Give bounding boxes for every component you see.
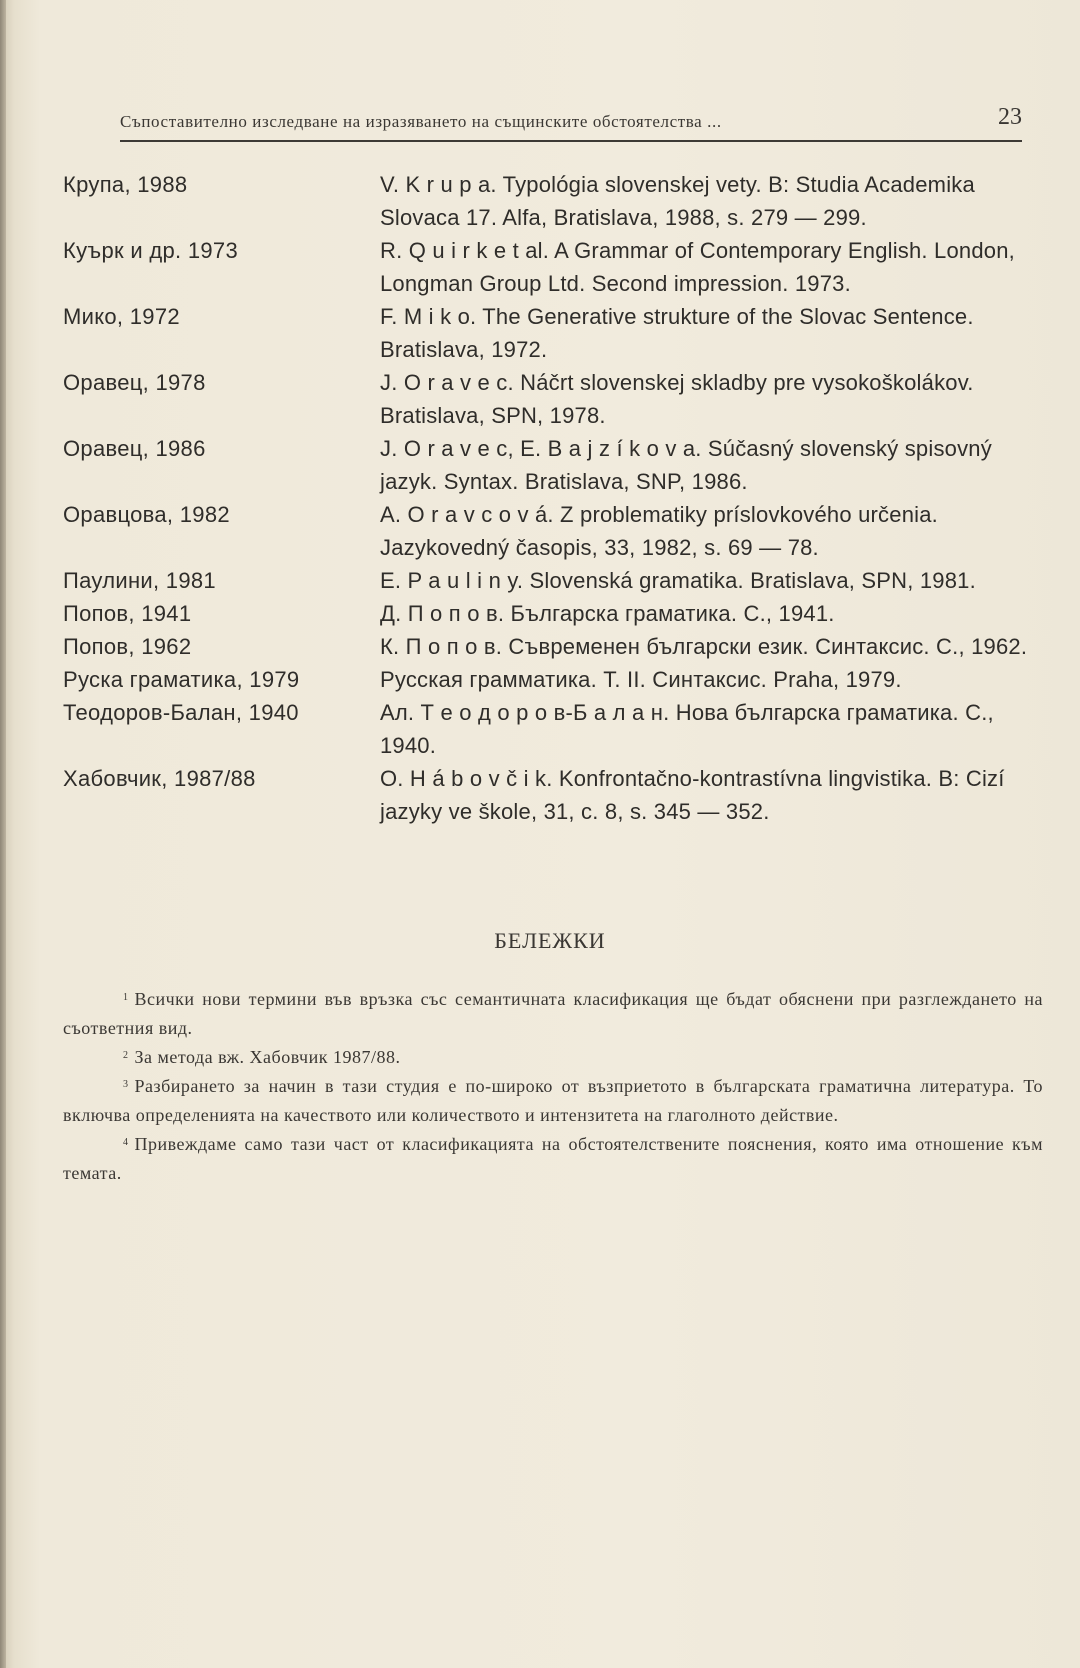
reference-author: R. Q u i r k e t al. xyxy=(380,238,550,263)
reference-text xyxy=(380,366,1048,432)
reference-entry xyxy=(63,432,1048,498)
reference-author: F. M i k o. xyxy=(380,304,477,329)
notes-heading: БЕЛЕЖКИ xyxy=(494,928,606,953)
reference-text xyxy=(380,498,1048,564)
reference-list xyxy=(63,168,1048,828)
reference-key: Руска граматика, 1979 xyxy=(63,667,300,692)
footnote-number: 1 xyxy=(123,992,129,1003)
footnote-number: 2 xyxy=(123,1050,129,1061)
reference-entry xyxy=(63,696,1048,762)
reference-key: Крупа, 1988 xyxy=(63,172,188,197)
reference-key: Хабовчик, 1987/88 xyxy=(63,766,256,791)
reference-details: Súčasný slovenský spisovný jazyk. Syntax. Bratislava, SNP, 1986. xyxy=(380,436,992,494)
reference-text xyxy=(380,663,1048,696)
reference-details: Konfrontačno-kontrastívna lingvistika. B: Cizí jazyky ve škole, 31, c. 8, s. 345 — 352. xyxy=(380,766,1005,824)
reference-details: Русская грамматика. Т. II. Синтаксис. Praha, 1979. xyxy=(380,667,902,692)
footnote xyxy=(63,1072,1043,1130)
footnote-text: За метода вж. Хабовчик 1987/88. xyxy=(134,1047,401,1067)
reference-entry xyxy=(63,630,1048,663)
footnote-number: 3 xyxy=(123,1079,129,1090)
footnote xyxy=(63,1130,1043,1188)
footnote-number: 4 xyxy=(123,1137,129,1148)
reference-author: Д. П о п о в. xyxy=(380,601,505,626)
reference-details: A Grammar of Contemporary English. London, Longman Group Ltd. Second impression. 1973. xyxy=(380,238,1015,296)
reference-entry xyxy=(63,663,1048,696)
reference-author: O. H á b o v č i k. xyxy=(380,766,553,791)
running-header xyxy=(120,104,1022,144)
reference-text xyxy=(380,432,1048,498)
reference-text xyxy=(380,234,1048,300)
reference-details: Българска граматика. С., 1941. xyxy=(504,601,835,626)
reference-text xyxy=(380,168,1048,234)
reference-entry xyxy=(63,498,1048,564)
reference-details: Slovenská gramatika. Bratislava, SPN, 1981. xyxy=(523,568,976,593)
reference-entry xyxy=(63,366,1048,432)
reference-text xyxy=(380,300,1048,366)
reference-key: Куърк и др. 1973 xyxy=(63,238,238,263)
header-rule xyxy=(120,140,1022,142)
page-number: 23 xyxy=(998,104,1022,130)
reference-author: J. O r a v e c. xyxy=(380,370,514,395)
reference-author: J. O r a v e c, E. B a j z í k o v a. xyxy=(380,436,702,461)
reference-key: Теодоров-Балан, 1940 xyxy=(63,700,299,725)
footnote xyxy=(63,985,1043,1043)
reference-entry xyxy=(63,234,1048,300)
reference-entry xyxy=(63,762,1048,828)
reference-author: Ал. Т е о д о р о в-Б а л а н. xyxy=(380,700,670,725)
reference-entry xyxy=(63,564,1048,597)
reference-key: Оравец, 1986 xyxy=(63,436,206,461)
reference-author: A. O r a v c o v á. xyxy=(380,502,554,527)
header-title: Съпоставително изследване на изразяването на същинските обстоятелства ... xyxy=(120,112,722,131)
reference-author: V. K r u p a. xyxy=(380,172,497,197)
reference-key: Оравцова, 1982 xyxy=(63,502,230,527)
book-spine-edge xyxy=(0,0,6,1668)
reference-details: Нова българска граматика. С., 1940. xyxy=(380,700,994,758)
reference-details: Z problematiky príslovkového určenia. Jazykovedný časopis, 33, 1982, s. 69 — 78. xyxy=(380,502,938,560)
reference-text xyxy=(380,762,1048,828)
footnote-text: Разбирането за начин в тази студия е по-широко от възприетото в българската граматична литература. То включва определенията на качеството или количеството и интензитета на глаголното действие. xyxy=(63,1076,1043,1125)
footnotes xyxy=(63,985,1043,1188)
reference-key: Оравец, 1978 xyxy=(63,370,206,395)
reference-key: Мико, 1972 xyxy=(63,304,180,329)
reference-author: E. P a u l i n y. xyxy=(380,568,524,593)
footnote-text: Всички нови термини във връзка със семантичната класификация ще бъдат обяснени при разглеждането на съответния вид. xyxy=(63,989,1043,1038)
reference-key: Паулини, 1981 xyxy=(63,568,216,593)
reference-text xyxy=(380,564,1048,597)
footnote xyxy=(63,1043,1043,1072)
reference-entry xyxy=(63,168,1048,234)
reference-entry xyxy=(63,300,1048,366)
reference-details: Náčrt slovenskej skladby pre vysokoškolákov. Bratislava, SPN, 1978. xyxy=(380,370,974,428)
reference-text xyxy=(380,597,1048,630)
reference-author: К. П о п о в. xyxy=(380,634,503,659)
reference-key: Попов, 1941 xyxy=(63,601,192,626)
reference-details: The Generative strukture of the Slovac Sentence. Bratislava, 1972. xyxy=(380,304,974,362)
reference-key: Попов, 1962 xyxy=(63,634,192,659)
reference-entry xyxy=(63,597,1048,630)
footnote-text: Привеждаме само тази част от класификацията на обстоятелствените пояснения, която има отношение към темата. xyxy=(63,1134,1043,1183)
reference-details: Typológia slovenskej vety. B: Studia Academika Slovaca 17. Alfa, Bratislava, 1988, s. 279 — 299. xyxy=(380,172,975,230)
reference-details: Съвременен български език. Синтаксис. С., 1962. xyxy=(502,634,1028,659)
reference-text xyxy=(380,630,1048,663)
reference-text xyxy=(380,696,1048,762)
